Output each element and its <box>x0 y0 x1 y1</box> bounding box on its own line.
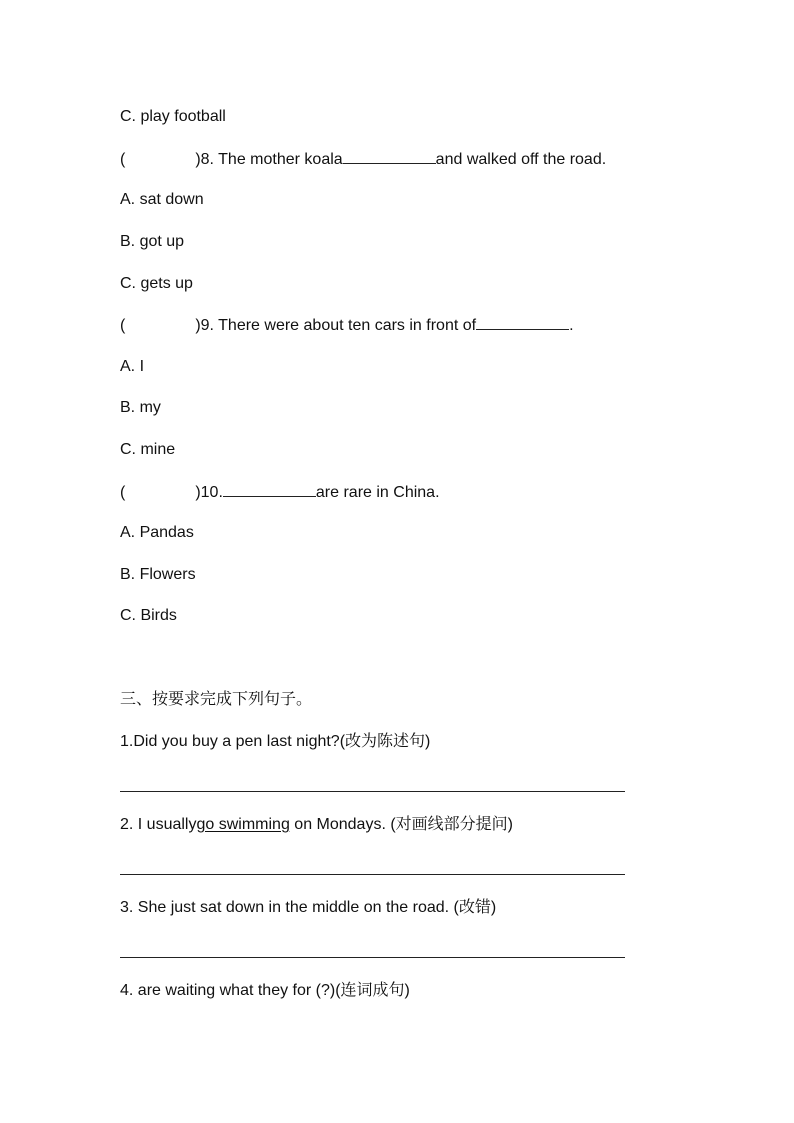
question-8 <box>120 149 606 170</box>
answer-paren-open: ( <box>120 151 126 168</box>
q9-option-c: C. mine <box>120 441 176 458</box>
fill-blank[interactable] <box>476 315 569 330</box>
sentence-text: on Mondays. (对画线部分提问) <box>289 816 514 833</box>
underlined-phrase: go swimming <box>196 816 290 833</box>
sentence-item-2 <box>120 815 513 835</box>
question-9 <box>120 315 574 336</box>
q10-option-a: A. Pandas <box>120 524 194 541</box>
question-number: )9. <box>195 317 214 334</box>
q10-option-b: B. Flowers <box>120 566 196 583</box>
fill-blank[interactable] <box>223 482 316 497</box>
fill-blank[interactable] <box>343 149 436 164</box>
q10-option-c: C. Birds <box>120 607 177 624</box>
q9-option-a: A. I <box>120 358 145 375</box>
sentence-text: 2. I usually <box>120 816 197 833</box>
section-3-heading: 三、按要求完成下列句子。 <box>120 691 313 708</box>
question-text: There were about ten cars in front of <box>214 317 477 334</box>
question-text: The mother koala <box>214 151 343 168</box>
sentence-item-1: 1.Did you buy a pen last night?(改为陈述句) <box>120 733 431 750</box>
answer-paren-open: ( <box>120 317 126 334</box>
question-10 <box>120 482 440 503</box>
q8-option-a: A. sat down <box>120 191 204 208</box>
sentence-item-4: 4. are waiting what they for (?)(连词成句) <box>120 982 410 999</box>
question-number: )8. <box>195 151 214 168</box>
question-number: )10. <box>195 484 223 501</box>
question-text: are rare in China. <box>315 484 440 501</box>
sentence-item-3: 3. She just sat down in the middle on the road. (改错) <box>120 899 497 916</box>
answer-line-2[interactable] <box>120 874 625 875</box>
q8-option-c: C. gets up <box>120 275 193 292</box>
answer-paren-open: ( <box>120 484 126 501</box>
q9-option-b: B. my <box>120 399 161 416</box>
answer-line-1[interactable] <box>120 791 625 792</box>
question-text: . <box>569 317 574 334</box>
answer-line-3[interactable] <box>120 957 625 958</box>
q8-option-b: B. got up <box>120 233 185 250</box>
q7-option-c: C. play football <box>120 108 226 125</box>
question-text: and walked off the road. <box>435 151 607 168</box>
